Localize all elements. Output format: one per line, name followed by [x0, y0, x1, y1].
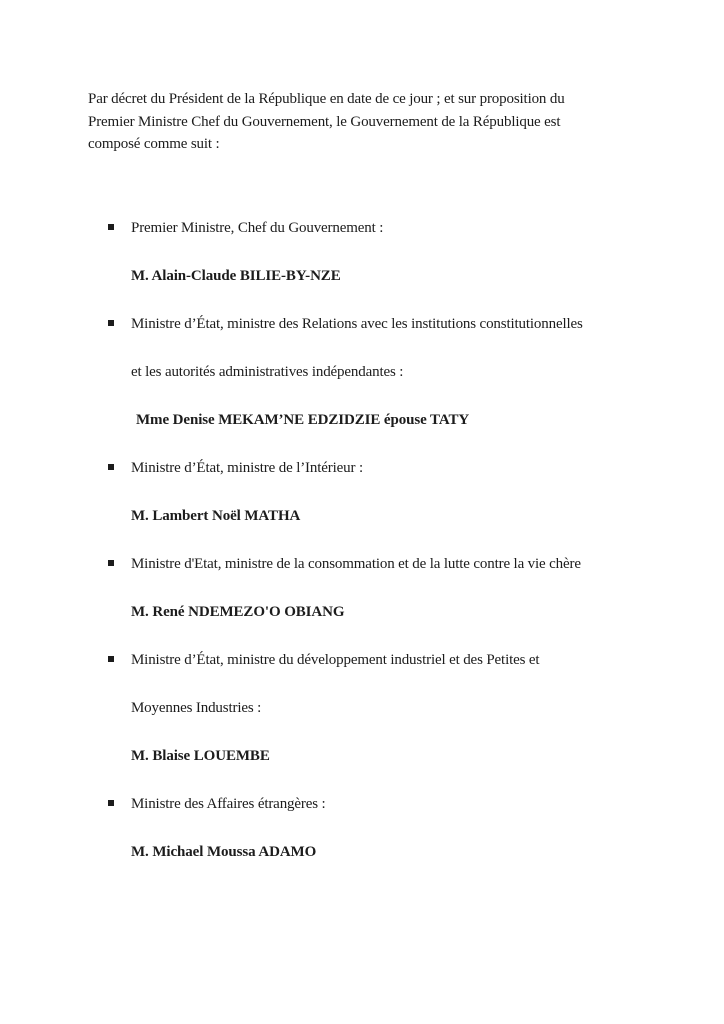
- minister-title-line: [88, 460, 638, 476]
- minister-name: Mme Denise MEKAM’NE EDZIDZIE épouse TATY: [136, 411, 470, 428]
- square-bullet-icon: [108, 464, 114, 470]
- square-bullet-icon: [108, 224, 114, 230]
- minister-title-line: [88, 556, 638, 572]
- minister-title: Ministre des Affaires étrangères :: [131, 795, 326, 812]
- minister-title: Ministre d’État, ministre de l’Intérieur :: [131, 459, 363, 476]
- minister-name: M. Michael Moussa ADAMO: [131, 843, 317, 860]
- minister-title-continuation-line: [88, 364, 638, 380]
- minister-title-line: [88, 316, 638, 332]
- minister-name-line: [88, 748, 638, 764]
- minister-name-line: [88, 508, 638, 524]
- minister-name-line: [88, 268, 638, 284]
- square-bullet-icon: [108, 656, 114, 662]
- minister-entry-developpement-industriel: [88, 652, 638, 764]
- minister-name-line: [88, 604, 638, 620]
- minister-title: Ministre d’État, ministre des Relations avec les institutions constitutionnelles: [131, 315, 583, 332]
- minister-entry-consommation: [88, 556, 638, 620]
- minister-title: Ministre d’État, ministre du développement industriel et des Petites et: [131, 651, 540, 668]
- minister-title-line: [88, 796, 638, 812]
- minister-name-line: [88, 844, 638, 860]
- minister-entry-interieur: [88, 460, 638, 524]
- intro-paragraph: [88, 88, 638, 156]
- ministers-list: [88, 220, 638, 860]
- minister-entry-relations-institutions: [88, 316, 638, 428]
- minister-title-continuation: et les autorités administratives indépendantes :: [131, 363, 404, 380]
- minister-name: M. Lambert Noël MATHA: [131, 507, 301, 524]
- square-bullet-icon: [108, 320, 114, 326]
- minister-entry-affaires-etrangeres: [88, 796, 638, 860]
- minister-title-continuation-line: [88, 700, 638, 716]
- intro-line: Premier Ministre Chef du Gouvernement, le Gouvernement de la République est: [88, 113, 561, 130]
- minister-title: Premier Ministre, Chef du Gouvernement :: [131, 219, 384, 236]
- minister-title-line: [88, 652, 638, 668]
- minister-entry-premier-ministre: [88, 220, 638, 284]
- minister-name: M. Alain-Claude BILIE-BY-NZE: [131, 267, 341, 284]
- minister-name-line: [88, 412, 638, 428]
- intro-line: Par décret du Président de la République en date de ce jour ; et sur proposition du: [88, 91, 565, 107]
- square-bullet-icon: [108, 800, 114, 806]
- square-bullet-icon: [108, 560, 114, 566]
- minister-title-line: [88, 220, 638, 236]
- minister-name: M. René NDEMEZO'O OBIANG: [131, 603, 345, 620]
- minister-name: M. Blaise LOUEMBE: [131, 747, 270, 764]
- intro-line: composé comme suit :: [88, 136, 220, 152]
- minister-title: Ministre d'Etat, ministre de la consommation et de la lutte contre la vie chère: [131, 555, 581, 572]
- minister-title-continuation: Moyennes Industries :: [131, 699, 262, 716]
